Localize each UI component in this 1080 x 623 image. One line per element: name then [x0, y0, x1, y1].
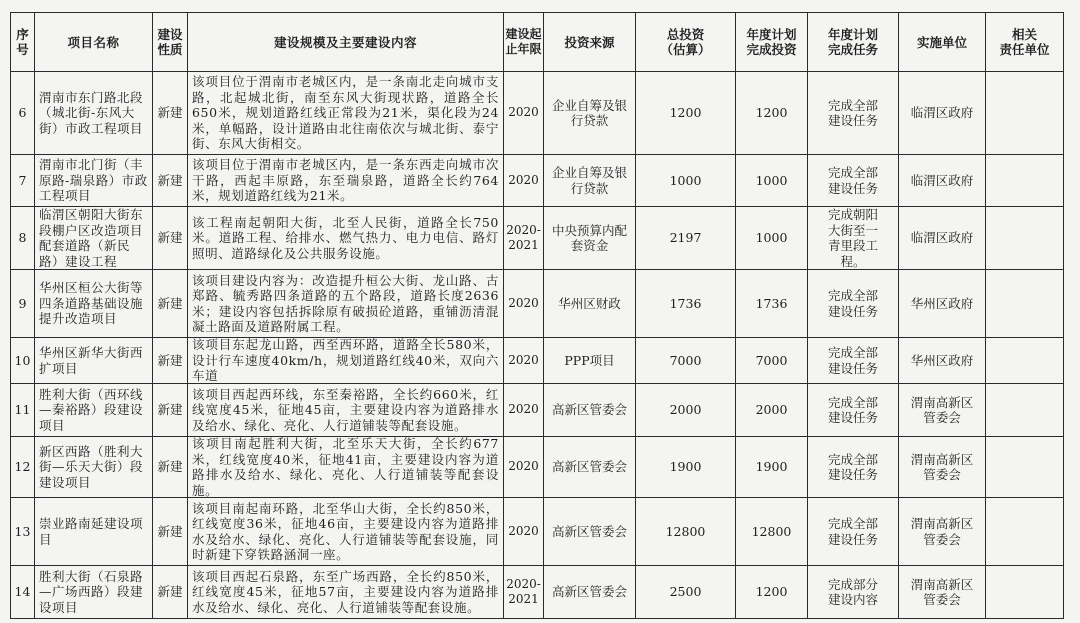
cell-annual-invest: 1000 — [736, 155, 807, 206]
cell-name: 新区西路（胜利大街—乐天大街）段建设项目 — [35, 437, 152, 497]
cell-annual-task: 完成全部建设任务 — [808, 338, 898, 383]
cell-responsible — [986, 72, 1063, 154]
project-table — [10, 12, 1064, 619]
cell-source: 华州区财政 — [544, 270, 635, 337]
cell-annual-task: 完成全部建设任务 — [808, 270, 898, 337]
cell-annual-invest: 2000 — [736, 384, 807, 436]
cell-total: 2500 — [636, 566, 735, 618]
cell-annual-invest: 1736 — [736, 270, 807, 337]
cell-responsible — [986, 207, 1063, 269]
cell-total: 2000 — [636, 384, 735, 436]
cell-unit: 临渭区政府 — [899, 207, 985, 269]
cell-annual-invest: 1900 — [736, 437, 807, 497]
cell-years: 2020 — [504, 155, 543, 206]
cell-annual-task: 完成全部建设任务 — [808, 384, 898, 436]
cell-total: 12800 — [636, 498, 735, 565]
cell-unit: 渭南高新区管委会 — [899, 437, 985, 497]
cell-total: 1900 — [636, 437, 735, 497]
cell-responsible — [986, 338, 1063, 383]
cell-responsible — [986, 437, 1063, 497]
cell-source: 高新区管委会 — [544, 384, 635, 436]
cell-responsible — [986, 155, 1063, 206]
cell-responsible — [986, 566, 1063, 618]
cell-content: 该项目建设内容为：改造提升桓公大街、龙山路、古郑路、毓秀路四条道路的五个路段，道路长度2636米；建设内容包括拆除原有破损砼道路，重铺沥清混凝土路面及道路附属工程。 — [188, 270, 503, 337]
cell-unit: 华州区政府 — [899, 270, 985, 337]
cell-name: 胜利大街（西环线—秦裕路）段建设项目 — [35, 384, 152, 436]
cell-source: PPP项目 — [544, 338, 635, 383]
cell-years: 2020 — [504, 270, 543, 337]
cell-years: 2020 — [504, 72, 543, 154]
cell-unit: 临渭区政府 — [899, 72, 985, 154]
header-years: 建设起止年限 — [504, 13, 543, 71]
cell-nature: 新建 — [153, 384, 187, 436]
cell-content: 该工程南起朝阳大街，北至人民街，道路全长750米。道路工程、给排水、燃气热力、电力电信、路灯照明、道路绿化及公共服务设施。 — [188, 207, 503, 269]
cell-unit: 渭南高新区管委会 — [899, 566, 985, 618]
header-content: 建设规模及主要建设内容 — [188, 13, 503, 71]
cell-seq: 13 — [11, 498, 34, 565]
cell-annual-task: 完成全部建设任务 — [808, 498, 898, 565]
cell-nature: 新建 — [153, 207, 187, 269]
cell-responsible — [986, 384, 1063, 436]
cell-annual-task: 完成部分建设内容 — [808, 566, 898, 618]
cell-annual-task: 完成全部建设任务 — [808, 155, 898, 206]
cell-annual-task: 完成全部建设任务 — [808, 437, 898, 497]
cell-seq: 9 — [11, 270, 34, 337]
cell-total: 1200 — [636, 72, 735, 154]
cell-nature: 新建 — [153, 270, 187, 337]
cell-source: 企业自筹及银行贷款 — [544, 72, 635, 154]
header-responsible-unit: 相关 责任单位 — [986, 13, 1063, 71]
cell-seq: 8 — [11, 207, 34, 269]
cell-years: 2020-2021 — [504, 207, 543, 269]
header-annual-investment: 年度计划 完成投资 — [736, 13, 807, 71]
header-total-investment: 总投资 （估算） — [636, 13, 735, 71]
cell-unit: 华州区政府 — [899, 338, 985, 383]
cell-responsible — [986, 498, 1063, 565]
cell-name: 胜利大街（石泉路—广场西路）段建设项目 — [35, 566, 152, 618]
cell-nature: 新建 — [153, 338, 187, 383]
cell-years: 2020-2021 — [504, 566, 543, 618]
cell-total: 2197 — [636, 207, 735, 269]
cell-content: 该项目西起石泉路，东至广场西路，全长约850米，红线宽度45米，征地57亩，主要建设内容为道路排水及给水、绿化、亮化、人行道铺装等配套设施。 — [188, 566, 503, 618]
cell-years: 2020 — [504, 384, 543, 436]
cell-name: 渭南市北门街（丰原路-瑞泉路）市政工程项目 — [35, 155, 152, 206]
cell-total: 1000 — [636, 155, 735, 206]
cell-unit: 临渭区政府 — [899, 155, 985, 206]
cell-name: 崇业路南延建设项目 — [35, 498, 152, 565]
cell-unit: 渭南高新区管委会 — [899, 384, 985, 436]
cell-annual-invest: 12800 — [736, 498, 807, 565]
cell-source: 高新区管委会 — [544, 566, 635, 618]
cell-unit: 渭南高新区管委会 — [899, 498, 985, 565]
cell-years: 2020 — [504, 498, 543, 565]
cell-seq: 7 — [11, 155, 34, 206]
cell-seq: 11 — [11, 384, 34, 436]
header-source: 投资来源 — [544, 13, 635, 71]
cell-nature: 新建 — [153, 437, 187, 497]
cell-source: 企业自筹及银行贷款 — [544, 155, 635, 206]
header-project-name: 项目名称 — [35, 13, 152, 71]
cell-annual-task: 完成全部建设任务 — [808, 72, 898, 154]
cell-annual-invest: 1000 — [736, 207, 807, 269]
cell-total: 1736 — [636, 270, 735, 337]
cell-source: 高新区管委会 — [544, 498, 635, 565]
cell-nature: 新建 — [153, 155, 187, 206]
cell-content: 该项目位于渭南市老城区内，是一条东西走向城市次干路，西起丰原路，东至瑞泉路，道路全长约764米，规划道路红线为21米。 — [188, 155, 503, 206]
cell-seq: 14 — [11, 566, 34, 618]
cell-content: 该项目西起西环线，东至秦裕路，全长约660米，红线宽度45米，征地45亩，主要建设内容为道路排水及给水、绿化、亮化、人行道铺装等配套设施。 — [188, 384, 503, 436]
cell-annual-invest: 7000 — [736, 338, 807, 383]
cell-content: 该项目位于渭南市老城区内，是一条南北走向城市支路，北起城北街，南至东风大街现状路，道路全长650米，规划道路红线正常段为21米，渠化段为24米，单幅路，设计道路由北往南依次与城北街、泰宁街、东风大街相交。 — [188, 72, 503, 154]
cell-content: 该项目南起南环路，北至华山大街，全长约850米，红线宽度36米，征地46亩，主要建设内容为道路排水及给水、绿化、亮化、人行道铺装等配套设施，同时新建下穿铁路涵洞一座。 — [188, 498, 503, 565]
cell-responsible — [986, 270, 1063, 337]
cell-nature: 新建 — [153, 72, 187, 154]
cell-name: 渭南市东门路北段（城北街-东风大街）市政工程项目 — [35, 72, 152, 154]
cell-content: 该项目南起胜利大街，北至乐天大街，全长约677米，红线宽度40米，征地41亩，主要建设内容为道路排水及给水、绿化、亮化、人行道铺装等配套设施。 — [188, 437, 503, 497]
cell-source: 中央预算内配套资金 — [544, 207, 635, 269]
cell-nature: 新建 — [153, 566, 187, 618]
header-annual-task: 年度计划 完成任务 — [808, 13, 898, 71]
cell-content: 该项目东起龙山路，西至西环路，道路全长580米，设计行车速度40km/h，规划道路红线40米，双向六车道 — [188, 338, 503, 383]
cell-years: 2020 — [504, 437, 543, 497]
header-seq: 序号 — [11, 13, 34, 71]
cell-total: 7000 — [636, 338, 735, 383]
cell-source: 高新区管委会 — [544, 437, 635, 497]
cell-nature: 新建 — [153, 498, 187, 565]
header-implementing-unit: 实施单位 — [899, 13, 985, 71]
cell-name: 华州区新华大街西扩项目 — [35, 338, 152, 383]
header-nature: 建设性质 — [153, 13, 187, 71]
cell-annual-invest: 1200 — [736, 566, 807, 618]
cell-name: 华州区桓公大街等四条道路基础设施提升改造项目 — [35, 270, 152, 337]
cell-seq: 10 — [11, 338, 34, 383]
cell-seq: 6 — [11, 72, 34, 154]
cell-name: 临渭区朝阳大街东段棚户区改造项目配套道路（新民路）建设工程 — [35, 207, 152, 269]
cell-years: 2020 — [504, 338, 543, 383]
cell-annual-task: 完成朝阳大街至一青里段工程。 — [808, 207, 898, 269]
cell-annual-invest: 1200 — [736, 72, 807, 154]
cell-seq: 12 — [11, 437, 34, 497]
